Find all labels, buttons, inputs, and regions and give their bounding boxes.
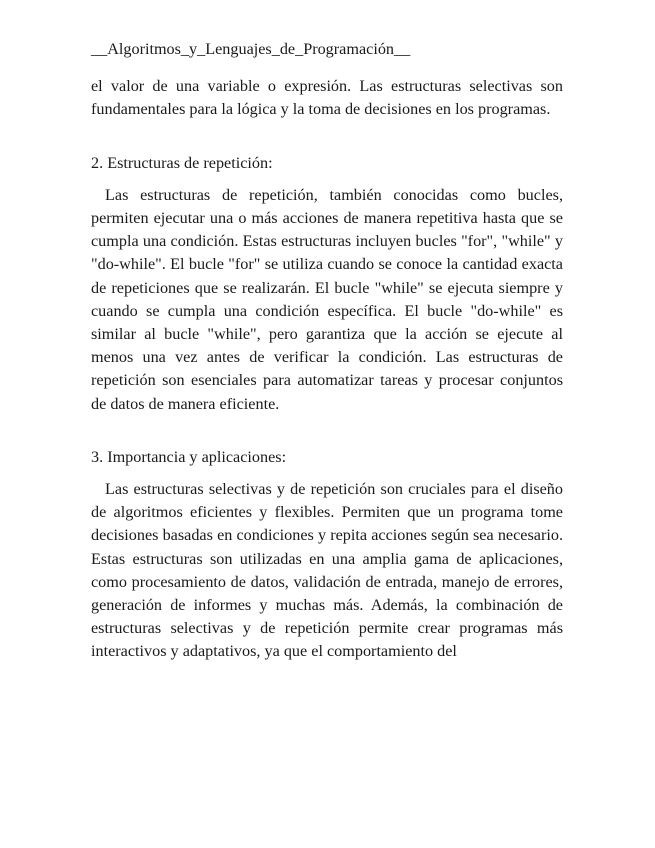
repetition-paragraph: Las estructuras de repetición, también conocidas como bucles, permiten ejecutar una o más acciones de manera repetitiva hasta que se cumpla una condición. Estas estructuras incluyen bucles "for", "while" y "do-while". El bucle "for" se utiliza cuando se conoce la cantidad exacta de repeticiones que se realizarán. El bucle "while" se ejecuta siempre y cuando se cumpla una condición específica. El bucle "do-while" es similar al bucle "while", pero garantiza que la acción se ejecute al menos una vez antes de verificar la condición. Las estructuras de repetición son esenciales para automatizar tareas y procesar conjuntos de datos de manera eficiente. [91,185,563,413]
section-heading-importance: 3. Importancia y aplicaciones: [91,447,287,466]
running-header: __Algoritmos_y_Lenguajes_de_Programación__ [91,40,411,58]
section-heading-repetition: 2. Estructuras de repetición: [91,153,273,172]
importance-paragraph: Las estructuras selectivas y de repetición son cruciales para el diseño de algoritmos eficientes y flexibles. Permiten que un programa tome decisiones basadas en condiciones y repita acciones según sea necesario. Estas estructuras son utilizadas en una amplia gama de aplicaciones, como procesamiento de datos, validación de entrada, manejo de errores, generación de informes y muchas más. Además, la combinación de estructuras selectivas y de repetición permite crear programas más interactivos y adaptativos, ya que el comportamiento del [91,480,563,661]
continuation-paragraph: el valor de una variable o expresión. Las estructuras selectivas son fundamentales para la lógica y la toma de decisiones en los programas. [91,77,563,119]
document-page [91,38,563,664]
